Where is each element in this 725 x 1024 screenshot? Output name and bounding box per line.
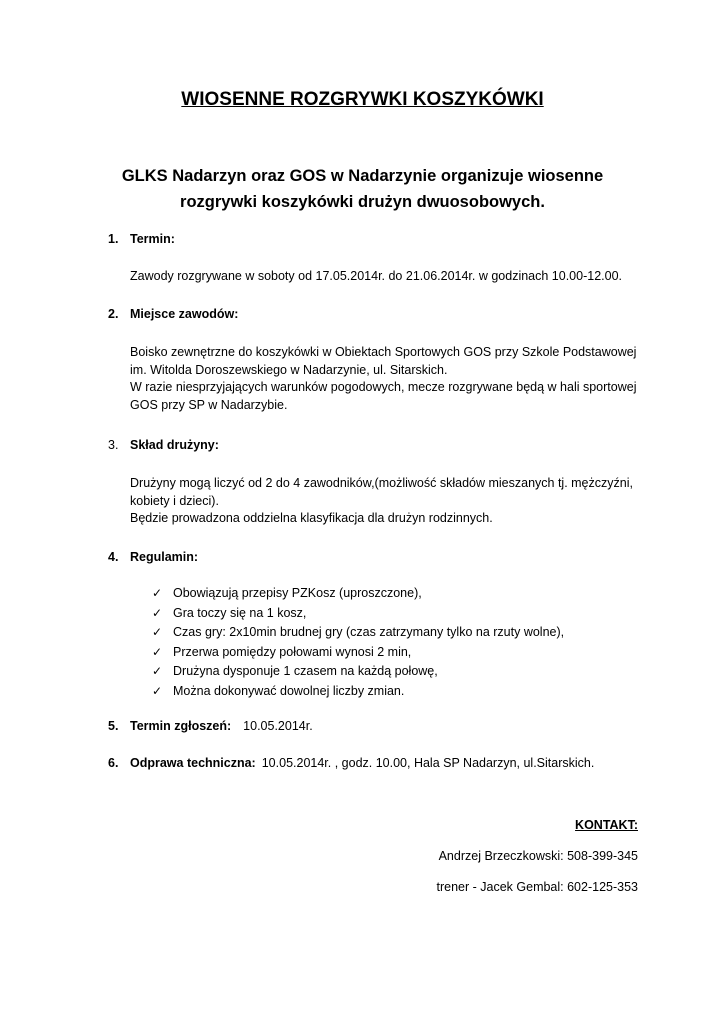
check-icon: ✓ xyxy=(152,625,163,639)
section-label-group xyxy=(130,754,594,772)
section-text-line: Będzie prowadzona oddzielna klasyfikacja dla drużyn rodzinnych. xyxy=(130,511,493,525)
subtitle-line: GLKS Nadarzyn oraz GOS w Nadarzynie organizuje wiosenne xyxy=(121,167,604,185)
section-regulamin xyxy=(108,548,668,701)
section-label: Miejsce zawodów: xyxy=(130,307,239,321)
section-label: Skład drużyny: xyxy=(130,438,219,452)
subtitle-line: rozgrywki koszykówki drużyn dwuosobowych. xyxy=(180,193,545,211)
section-sklad-druzyny xyxy=(108,436,668,528)
section-number: 4. xyxy=(108,550,119,564)
section-number: 2. xyxy=(108,307,119,321)
section-text-line: GOS przy SP w Nadarzybie. xyxy=(130,397,288,412)
section-label: Termin zgłoszeń: xyxy=(130,719,232,733)
section-text-line: Boisko zewnętrzne do koszykówki w Obiektach Sportowych GOS przy Szkole Podstawowej xyxy=(130,345,637,359)
section-value: 10.05.2014r. xyxy=(243,719,313,733)
contact-heading: KONTAKT: xyxy=(575,818,638,832)
section-text-line: W razie niesprzyjających warunków pogodowych, mecze rozgrywane będą w hali sportowej xyxy=(130,380,637,394)
section-label: Odprawa techniczna: xyxy=(130,756,256,770)
rules-list xyxy=(152,584,668,701)
section-miejsce-zawodow xyxy=(108,305,668,414)
section-number: 3. xyxy=(108,438,119,452)
section-number: 1. xyxy=(108,232,119,246)
section-termin xyxy=(108,230,668,286)
check-icon: ✓ xyxy=(152,683,163,698)
section-value: 10.05.2014r. , godz. 10.00, Hala SP Nadarzyn, ul.Sitarskich. xyxy=(261,756,595,770)
section-label: Termin: xyxy=(130,232,175,246)
list-item xyxy=(152,623,668,643)
section-text-line: Drużyny mogą liczyć od 2 do 4 zawodników,(możliwość składów mieszanych tj. mężczyźni, xyxy=(130,476,633,490)
check-icon: ✓ xyxy=(152,605,163,620)
section-number: 6. xyxy=(108,756,119,770)
rule-text: Gra toczy się na 1 kosz, xyxy=(173,605,307,620)
contact-person: trener - Jacek Gembal: 602-125-353 xyxy=(436,880,638,894)
check-icon: ✓ xyxy=(152,644,163,659)
section-text-line: Zawody rozgrywane w soboty od 17.05.2014r. do 21.06.2014r. w godzinach 10.00-12.00. xyxy=(130,269,622,283)
list-item xyxy=(152,662,668,682)
list-item xyxy=(152,643,668,663)
section-text-line: im. Witolda Doroszewskiego w Nadarzynie, ul. Sitarskich. xyxy=(130,362,448,377)
rule-text: Obowiązują przepisy PZKosz (uproszczone), xyxy=(173,586,422,600)
section-text-line: kobiety i dzieci). xyxy=(130,493,219,508)
rule-text: Czas gry: 2x10min brudnej gry (czas zatrzymany tylko na rzuty wolne), xyxy=(173,625,565,639)
rule-text: Drużyna dysponuje 1 czasem na każdą połowę, xyxy=(173,664,438,678)
section-label-group xyxy=(130,717,313,735)
check-icon: ✓ xyxy=(152,586,163,600)
check-icon: ✓ xyxy=(152,664,163,678)
rule-text: Przerwa pomiędzy połowami wynosi 2 min, xyxy=(173,644,412,659)
section-odprawa-techniczna xyxy=(108,754,668,772)
list-item xyxy=(152,682,668,702)
section-termin-zgloszen xyxy=(108,717,668,735)
section-label: Regulamin: xyxy=(130,550,199,564)
contact-person: Andrzej Brzeczkowski: 508-399-345 xyxy=(438,849,638,863)
section-number: 5. xyxy=(108,719,119,733)
document-subtitle xyxy=(60,163,665,215)
list-item xyxy=(152,584,668,604)
document-title: WIOSENNE ROZGRYWKI KOSZYKÓWKI xyxy=(181,89,544,110)
rule-text: Można dokonywać dowolnej liczby zmian. xyxy=(173,683,405,698)
list-item xyxy=(152,604,668,624)
